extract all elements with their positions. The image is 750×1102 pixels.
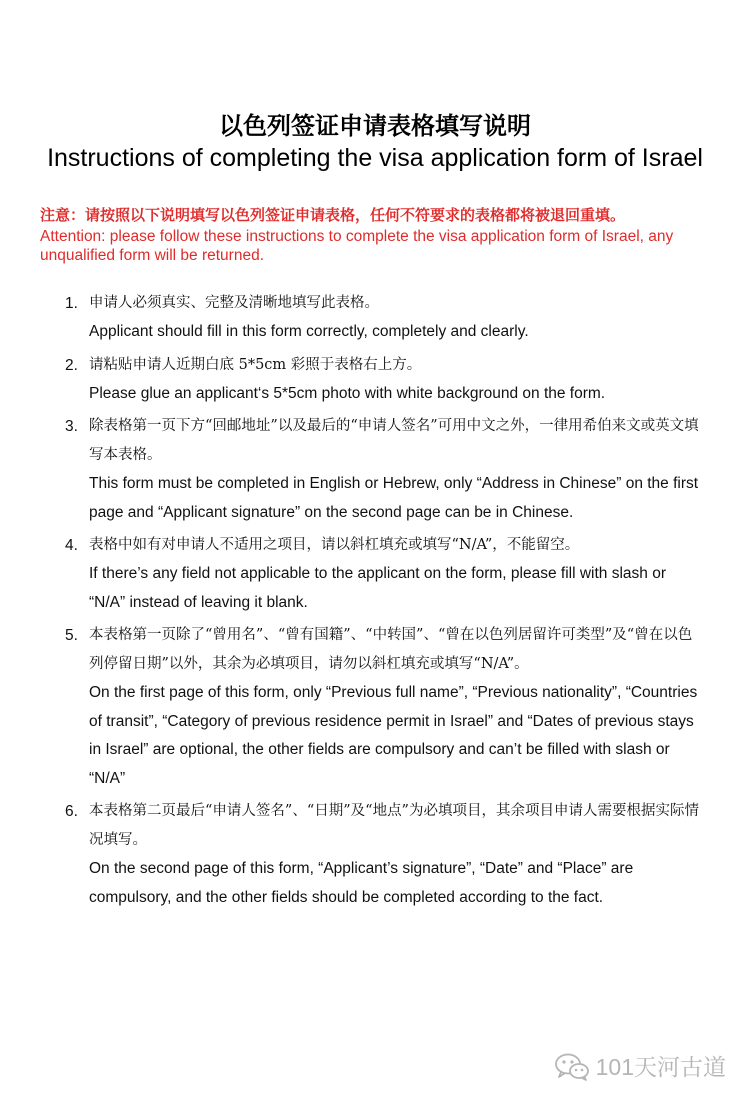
instruction-item [0,289,701,347]
item-number: 4. [65,537,78,554]
notice-chinese: 注意：请按照以下说明填写以色列签证申请表格，任何不符要求的表格都将被退回重填。 [40,206,626,224]
instruction-item [0,531,701,617]
title-chinese: 以色列签证申请表格填写说明 [219,111,531,140]
item-text-chinese: 本表格第二页最后“申请人签名”、“日期”及“地点”为必填项目，其余项目申请人需要根据实际情况填写。 [89,803,699,848]
item-text-chinese: 请粘贴申请人近期白底 5*5cm 彩照于表格右上方。 [89,356,422,373]
item-text-chinese: 表格中如有对申请人不适用之项目，请以斜杠填充或填写“N/A”，不能留空。 [89,537,580,553]
item-text-english: This form must be completed in English or Hebrew, only “Address in Chinese” on the first page and “Applicant signature” on the second page can be in Chinese. [89,475,699,521]
title-english: Instructions of completing the visa application form of Israel [47,144,703,172]
notice-english: Attention: please follow these instructions to complete the visa application form of Israel, any unqualified form will be returned. [40,228,674,264]
instruction-item [0,621,701,793]
wechat-icon [554,1052,590,1082]
item-text-chinese: 除表格第一页下方“回邮地址”以及最后的“申请人签名”可用中文之外，一律用希伯来文或英文填写本表格。 [89,418,699,463]
item-number: 1. [65,295,78,312]
item-number: 6. [65,803,78,820]
item-text-english: Please glue an applicant‘s 5*5cm photo with white background on the form. [89,384,606,402]
item-text-chinese: 申请人必须真实、完整及清晰地填写此表格。 [89,295,379,311]
watermark [554,1052,726,1082]
item-text-english: Applicant should fill in this form correctly, completely and clearly. [89,323,529,340]
instruction-item [0,351,701,409]
item-text-english: On the first page of this form, only “Previous full name”, “Previous nationality”, “Countries of transit”, “Category of previous residence permit in Israel” and “Dates of previous stays in Israel” are optional, the other fields are compulsory and can’t be filled with slash or “N/A” [89,684,698,787]
instruction-list [0,289,750,916]
item-number: 2. [65,356,78,374]
item-text-english: On the second page of this form, “Applicant’s signature”, “Date” and “Place” are compulsory, and the other fields should be completed according to the fact. [89,860,634,906]
item-number: 5. [65,627,78,644]
item-text-chinese: 本表格第一页除了“曾用名”、“曾有国籍”、“中转国”、“曾在以色列居留许可类型”及“曾在以色列停留日期”以外，其余为必填项目，请勿以斜杠填充或填写“N/A”。 [89,627,693,672]
item-number: 3. [65,418,78,435]
watermark-text: 101天河古道 [595,1054,726,1080]
attention-notice [40,205,720,265]
instruction-item [0,797,701,912]
item-text-english: If there’s any field not applicable to the applicant on the form, please fill with slash or “N/A” instead of leaving it blank. [89,565,666,611]
instruction-item [0,412,701,527]
